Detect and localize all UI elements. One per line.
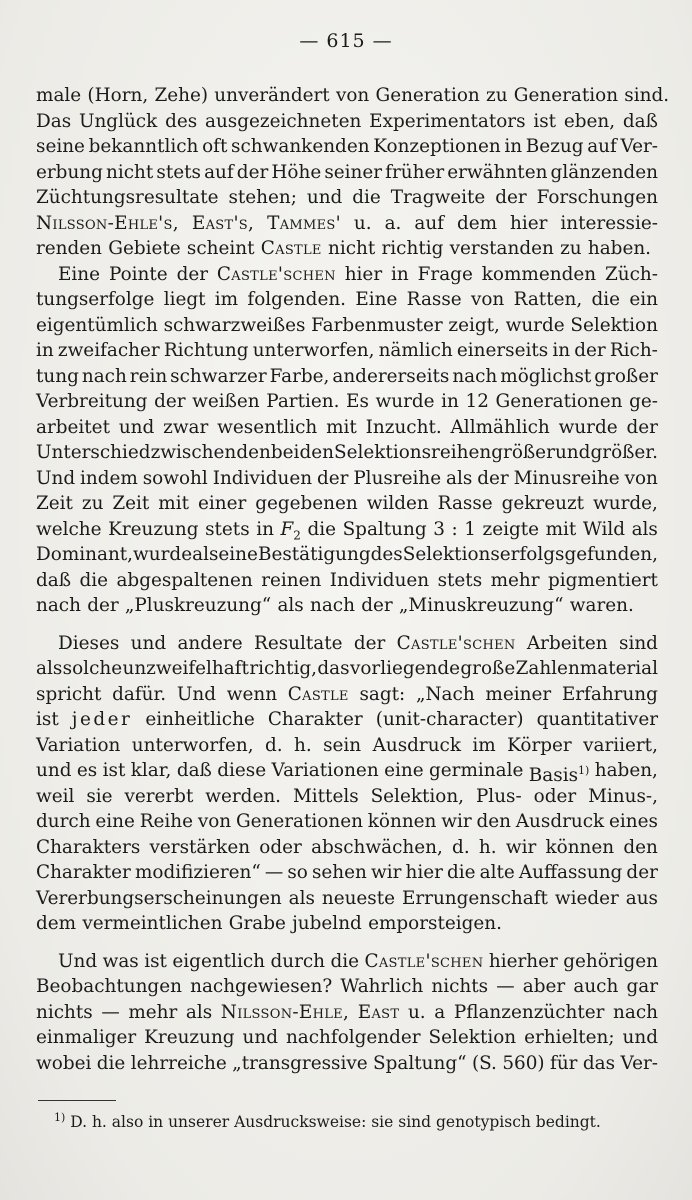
text-line: Das Unglück des ausgezeichneten Experimentators ist eben, daß: [36, 110, 658, 132]
text-line: einmaliger Kreuzung und nachfolgender Selektion erhielten; und: [36, 1027, 658, 1048]
text-line: Variation unterworfen, d. h. sein Ausdruck im Körper variiert,: [36, 734, 658, 756]
page-number: — 615 —: [299, 30, 393, 52]
text-line: ist jeder einheitliche Charakter (unit-character) quantitativer: [36, 709, 658, 730]
text-line: tung nach rein schwarzer Farbe, andererseits nach möglichst großer: [36, 365, 658, 387]
text-line: wobei die lehrreiche „transgressive Spaltung“ (S. 560) für das Ver-: [36, 1052, 658, 1074]
text-line: erbung nicht stets auf der Höhe seiner früher erwähnten glänzenden: [36, 161, 658, 183]
text-line: Vererbungserscheinungen als neueste Errungenschaft wieder aus: [36, 887, 658, 909]
text-line: Und indem sowohl Individuen der Plusreihe als der Minusreihe von: [36, 467, 658, 489]
body-text: [36, 83, 670, 1076]
text-line: Nilsson-Ehle's, East's, Tammes' u. a. auf dem hier interessie-: [36, 212, 658, 234]
paragraph-gap: [36, 937, 658, 949]
text-line: durch eine Reihe von Generationen können wir den Ausdruck eines: [36, 811, 658, 832]
text-line: Eine Pointe der Castle'schen hier in Frage kommenden Züch-: [58, 263, 658, 285]
text-line: Zeit zu Zeit mit einer gegebenen wilden Rasse gekreuzt wurde,: [36, 493, 658, 514]
text-line: Beobachtungen nachgewiesen? Wahrlich nichts — aber auch gar: [36, 976, 658, 997]
text-line: Dieses und andere Resultate der Castle'schen Arbeiten sind: [58, 632, 658, 654]
text-line: weil sie vererbt werden. Mittels Selektion, Plus- oder Minus-,: [36, 785, 658, 807]
text-line: Und was ist eigentlich durch die Castle'schen hierher gehörigen: [58, 950, 658, 972]
text-line: tungserfolge liegt im folgenden. Eine Rasse von Ratten, die ein: [36, 289, 658, 310]
text-line: Züchtungsresultate stehen; und die Tragweite der Forschungen: [36, 187, 658, 208]
text-line: dem vermeintlichen Grabe jubelnd emporsteigen.: [36, 913, 502, 934]
text-line: arbeitet und zwar wesentlich mit Inzucht. Allmählich wurde der: [36, 416, 658, 438]
text-line: in zweifacher Richtung unterworfen, nämlich einerseits in der Rich-: [36, 340, 658, 361]
text-line: nach der „Pluskreuzung“ als nach der „Minuskreuzung“ waren.: [36, 595, 634, 616]
footnote-rule: [38, 1100, 116, 1101]
text-line: Unterschied zwischen den beiden Selektionsreihen größer und größer.: [36, 442, 658, 463]
text-line: renden Gebiete scheint Castle nicht richtig verstanden zu haben.: [36, 238, 652, 259]
footnote: $^{1)}$ D. h. also in unserer Ausdrucksweise: sie sind genotypisch bedingt.: [54, 1111, 601, 1132]
text-line: Charakters verstärken oder abschwächen, d. h. wir können den: [36, 836, 658, 858]
text-line: nichts — mehr als Nilsson-Ehle, East u. a Pflanzenzüchter nach: [36, 1001, 658, 1023]
text-line: und es ist klar, daß diese Variationen eine germinale Basis$^{1)}$ haben,: [36, 760, 658, 787]
text-line: welche Kreuzung stets in $F_2$ die Spaltung 3 : 1 zeigte mit Wild als: [36, 518, 658, 543]
text-line: seine bekanntlich oft schwankenden Konzeptionen in Bezug auf Ver-: [36, 136, 658, 157]
text-line: als solche unzweifelhaft richtig, das vorliegende große Zahlenmaterial: [36, 658, 658, 679]
text-line: male (Horn, Zehe) unverändert von Generation zu Generation sind.: [36, 85, 670, 106]
paragraph-gap: [36, 619, 658, 631]
text-line: Dominant, wurde als eine Bestätigung des Selektionserfolgs gefunden,: [36, 544, 658, 565]
text-line: daß die abgespaltenen reinen Individuen stets mehr pigmentiert: [36, 569, 658, 591]
text-line: eigentümlich schwarzweißes Farbenmuster zeigt, wurde Selektion: [36, 314, 658, 336]
text-line: Charakter modifizieren“ — so sehen wir hier die alte Auffassung der: [36, 862, 658, 883]
text-line: Verbreitung der weißen Partien. Es wurde in 12 Generationen ge-: [36, 391, 658, 412]
text-line: spricht dafür. Und wenn Castle sagt: „Nach meiner Erfahrung: [36, 683, 658, 705]
